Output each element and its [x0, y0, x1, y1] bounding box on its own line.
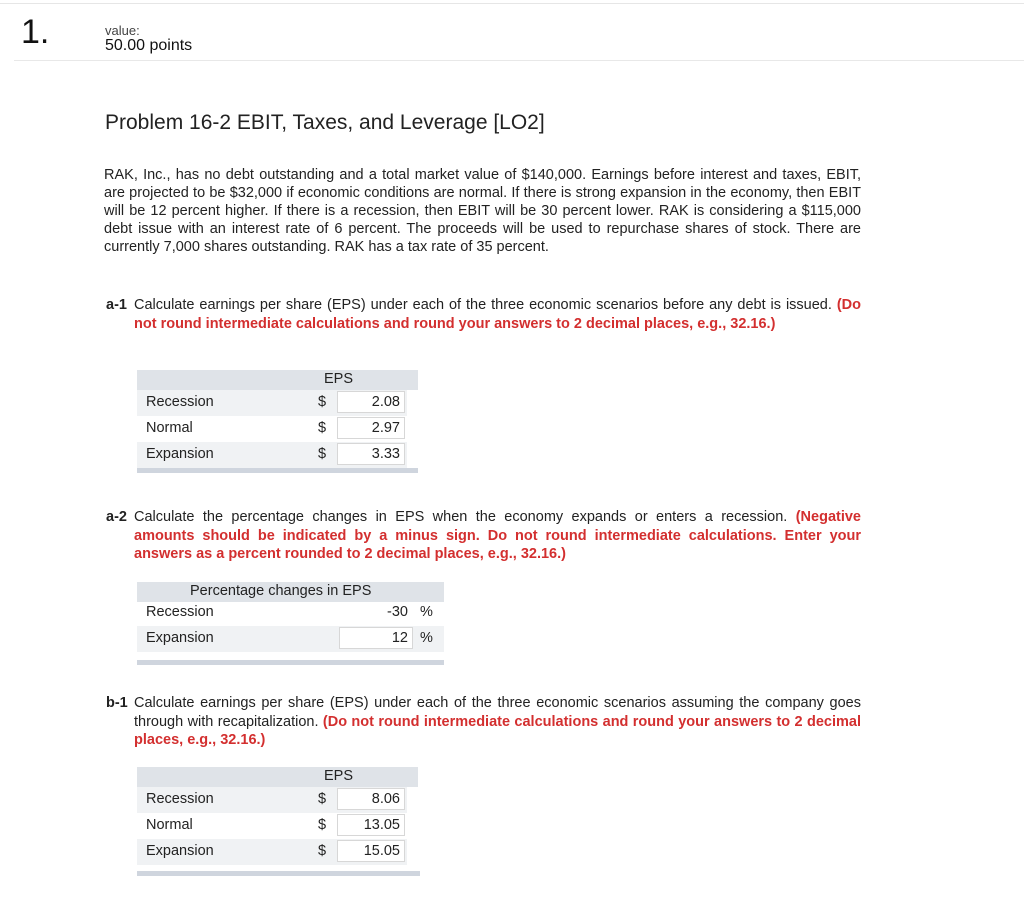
a2-recession-pct-input[interactable]: -30 — [387, 604, 408, 620]
b1-normal-eps-input[interactable]: 13.05 — [337, 814, 405, 836]
table-footer-bar — [137, 871, 420, 876]
question-number: 1. — [21, 13, 50, 51]
currency-symbol: $ — [318, 394, 327, 410]
part-b1-prompt — [106, 694, 861, 750]
a2-table-header — [137, 582, 444, 602]
table-row — [137, 600, 444, 626]
table-row — [137, 626, 444, 652]
part-a2-prompt — [106, 508, 861, 564]
part-b1-note: (Do not round intermediate calculations and round your answers to 2 decimal places, e.g., 32.16.) — [134, 713, 862, 748]
table-row — [137, 813, 407, 839]
b1-recession-eps-input[interactable]: 8.06 — [337, 788, 405, 810]
a1-recession-eps-input[interactable]: 2.08 — [337, 391, 405, 413]
table-row — [137, 839, 407, 865]
problem-text: RAK, Inc., has no debt outstanding and a total market value of $140,000. Earnings before interest and taxes, EBIT, are projected to be $32,000 if economic conditions are normal. If there is strong expansion in the economy, then EBIT will be 12 percent higher. If there is a recession, then EBIT will be 30 percent lower. RAK is considering a $115,000 debt issue with an interest rate of 6 percent. The proceeds will be used to repurchase shares of stock. There are currently 7,000 shares outstanding. RAK has a tax rate of 35 percent. — [104, 167, 861, 255]
row-label: Expansion — [146, 446, 214, 462]
currency-symbol: $ — [318, 791, 327, 807]
currency-symbol: $ — [318, 817, 327, 833]
table-row — [137, 442, 407, 468]
problem-title: Problem 16-2 EBIT, Taxes, and Leverage [LO2] — [105, 111, 545, 134]
table-footer-bar — [137, 660, 444, 665]
table-row — [137, 390, 407, 416]
currency-symbol: $ — [318, 446, 327, 462]
header-divider — [14, 60, 1024, 61]
row-label: Normal — [146, 420, 193, 436]
part-a2-label: a-2 — [106, 509, 127, 525]
row-label: Expansion — [146, 630, 214, 646]
currency-symbol: $ — [318, 420, 327, 436]
row-label: Normal — [146, 817, 193, 833]
a1-normal-eps-input[interactable]: 2.97 — [337, 417, 405, 439]
part-a1-label: a-1 — [106, 297, 127, 313]
a1-table-header — [137, 370, 418, 390]
top-border — [0, 3, 1024, 4]
b1-expansion-eps-input[interactable]: 15.05 — [337, 840, 405, 862]
row-label: Recession — [146, 604, 214, 620]
part-b1-label: b-1 — [106, 695, 128, 711]
table-footer-bar — [137, 468, 418, 473]
part-b1-text: Calculate earnings per share (EPS) under each of the three economic scenarios assuming the company goes through with recapitalization. — [134, 695, 861, 730]
part-a1-text: Calculate earnings per share (EPS) under each of the three economic scenarios before any debt is issued. — [134, 297, 832, 313]
value-label: value: — [105, 23, 140, 38]
currency-symbol: $ — [318, 843, 327, 859]
part-a1-note: (Do not round intermediate calculations and round your answers to 2 decimal places, e.g., 32.16.) — [134, 297, 862, 332]
a1-eps-header: EPS — [324, 371, 354, 387]
a2-pct-header: Percentage changes in EPS — [190, 583, 372, 599]
percent-symbol: % — [420, 604, 433, 620]
part-a2-note: (Negative amounts should be indicated by a minus sign. Do not round intermediate calculations. Enter your answers as a percent rounded to 2 decimal places, e.g., 32.16.) — [134, 509, 861, 562]
b1-eps-header: EPS — [324, 768, 354, 784]
table-row — [137, 787, 407, 813]
b1-table-header — [137, 767, 418, 787]
a1-expansion-eps-input[interactable]: 3.33 — [337, 443, 405, 465]
row-label: Expansion — [146, 843, 214, 859]
part-a1-prompt — [106, 296, 861, 333]
part-a2-text: Calculate the percentage changes in EPS when the economy expands or enters a recession. — [134, 509, 788, 525]
points-value: 50.00 points — [105, 37, 193, 54]
percent-symbol: % — [420, 630, 433, 646]
table-row — [137, 416, 407, 442]
row-label: Recession — [146, 791, 214, 807]
a2-expansion-pct-input[interactable]: 12 — [339, 627, 413, 649]
row-label: Recession — [146, 394, 214, 410]
